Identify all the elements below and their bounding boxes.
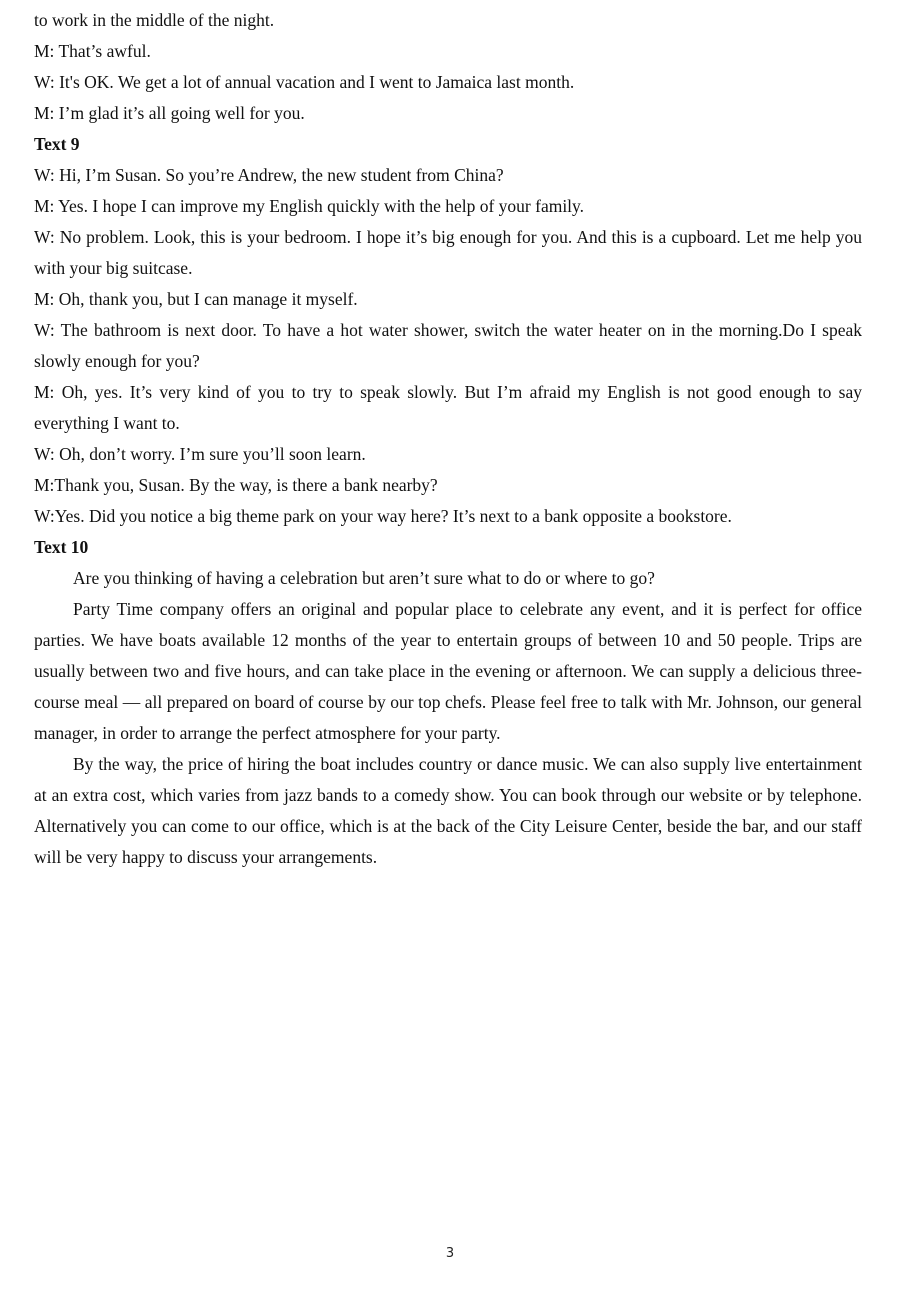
page-number: 3 bbox=[445, 1246, 455, 1261]
dialogue-line: M: Yes. I hope I can improve my English quickly with the help of your family. bbox=[34, 196, 585, 216]
section-heading-text-9: Text 9 bbox=[34, 134, 80, 154]
dialogue-line: W: Oh, don’t worry. I’m sure you’ll soon learn. bbox=[34, 444, 366, 464]
paragraph: Are you thinking of having a celebration but aren’t sure what to do or where to go? bbox=[73, 568, 655, 588]
dialogue-line: M: Oh, yes. It’s very kind of you to try to speak slowly. But I’m afraid my English is not good enough to say everything I want to. bbox=[34, 382, 862, 433]
dialogue-line: W: It's OK. We get a lot of annual vacation and I went to Jamaica last month. bbox=[34, 72, 575, 92]
dialogue-line: W: Hi, I’m Susan. So you’re Andrew, the new student from China? bbox=[34, 165, 504, 185]
dialogue-line: to work in the middle of the night. bbox=[34, 10, 275, 30]
paragraph: By the way, the price of hiring the boat includes country or dance music. We can also supply live entertainment at an extra cost, which varies from jazz bands to a comedy show. You can book through our website or by telephone. Alternatively you can come to our office, which is at the back of the City Leisure Center, beside the bar, and our staff will be very happy to discuss your arrangements. bbox=[34, 754, 862, 867]
paragraph: Party Time company offers an original and popular place to celebrate any event, and it is perfect for office parties. We have boats available 12 months of the year to entertain groups of between 10 and 50 people. Trips are usually between two and five hours, and can take place in the evening or afternoon. We can supply a delicious three-course meal — all prepared on board of course by our top chefs. Please feel free to talk with Mr. Johnson, our general manager, in order to arrange the perfect atmosphere for your party. bbox=[34, 599, 862, 743]
dialogue-line: M:Thank you, Susan. By the way, is there a bank nearby? bbox=[34, 475, 438, 495]
document-body bbox=[34, 5, 862, 873]
dialogue-line: M: That’s awful. bbox=[34, 41, 151, 61]
dialogue-line: M: Oh, thank you, but I can manage it myself. bbox=[34, 289, 358, 309]
section-heading-text-10: Text 10 bbox=[34, 537, 89, 557]
dialogue-line: M: I’m glad it’s all going well for you. bbox=[34, 103, 305, 123]
dialogue-line: W:Yes. Did you notice a big theme park on your way here? It’s next to a bank opposite a bookstore. bbox=[34, 506, 732, 526]
dialogue-line: W: No problem. Look, this is your bedroom. I hope it’s big enough for you. And this is a cupboard. Let me help you with your big suitcase. bbox=[34, 227, 862, 278]
dialogue-line: W: The bathroom is next door. To have a hot water shower, switch the water heater on in the morning.Do I speak slowly enough for you? bbox=[34, 320, 862, 371]
